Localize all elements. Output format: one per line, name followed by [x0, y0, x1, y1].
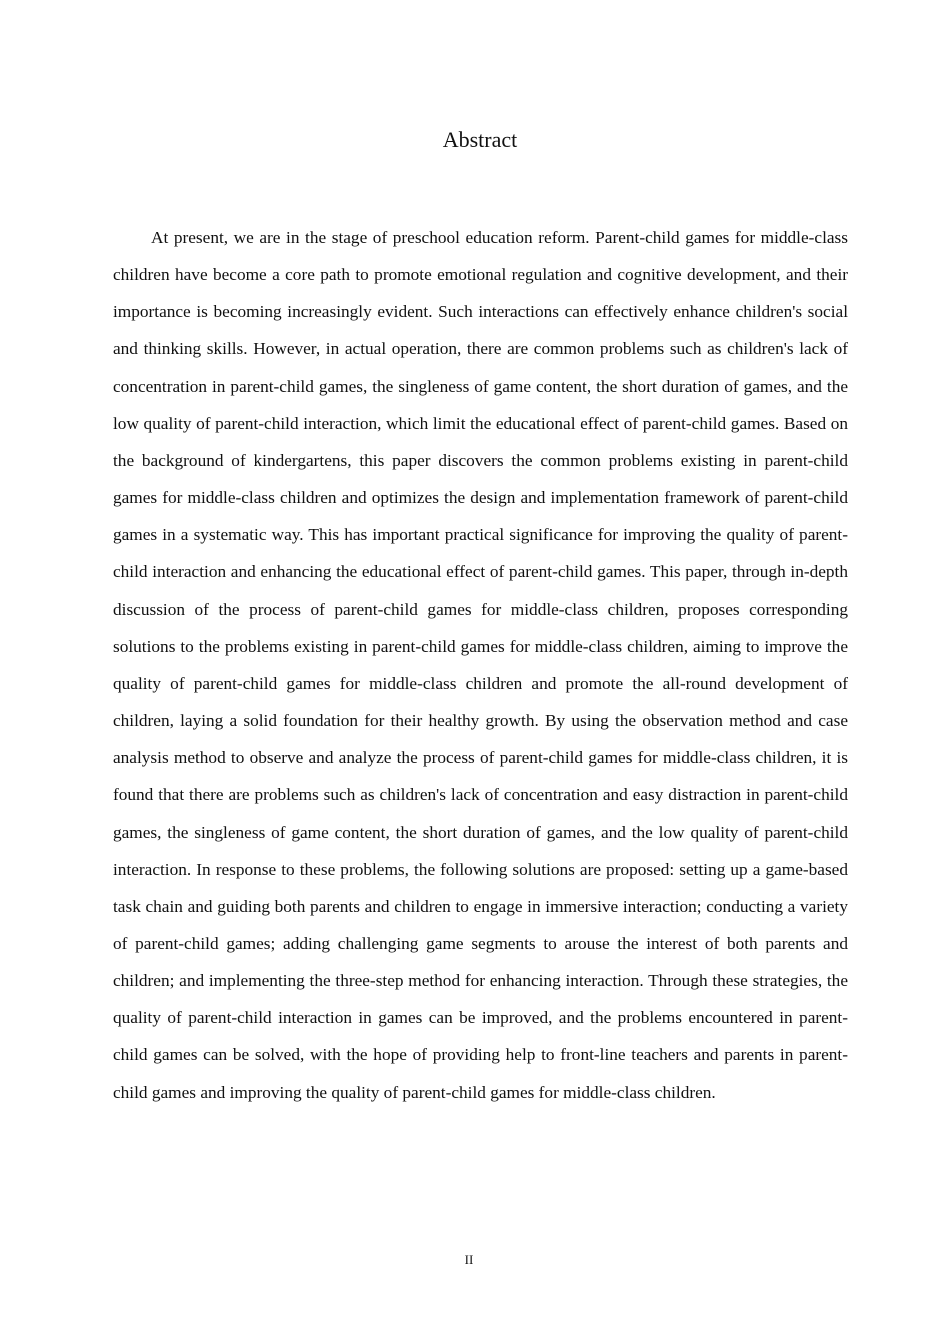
page-title: Abstract [442, 127, 518, 152]
abstract-paragraph: At present, we are in the stage of preschool education reform. Parent-child games for middle-class children have become a core path to promote emotional regulation and cognitive development, and their importance is becoming increasingly evident. Such interactions can effectively enhance children's social and thinking skills. However, in actual operation, there are common problems such as children's lack of concentration in parent-child games, the singleness of game content, the short duration of games, and the low quality of parent-child interaction, which limit the educational effect of parent-child games. Based on the background of kindergartens, this paper discovers the common problems existing in parent-child games for middle-class children and optimizes the design and implementation framework of parent-child games in a systematic way. This has important practical significance for improving the quality of parent-child interaction and enhancing the educational effect of parent-child games. This paper, through in-depth discussion of the process of parent-child games for middle-class children, proposes corresponding solutions to the problems existing in parent-child games for middle-class children, aiming to improve the quality of parent-child games for middle-class children and promote the all-round development of children, laying a solid foundation for their healthy growth. By using the observation method and case analysis method to observe and analyze the process of parent-child games for middle-class children, it is found that there are problems such as children's lack of concentration and easy distraction in parent-child games, the singleness of game content, the short duration of games, and the low quality of parent-child interaction. In response to these problems, the following solutions are proposed: setting up a game-based task chain and guiding both parents and children to engage in immersive interaction; conducting a variety of parent-child games; adding challenging game segments to arouse the interest of both parents and children; and implementing the three-step method for enhancing interaction. Through these strategies, the quality of parent-child interaction in games can be improved, and the problems encountered in parent-child games can be solved, with the hope of providing help to front-line teachers and parents in parent-child games and improving the quality of parent-child games for middle-class children. [113, 228, 848, 1102]
page-number: II [464, 1252, 474, 1267]
